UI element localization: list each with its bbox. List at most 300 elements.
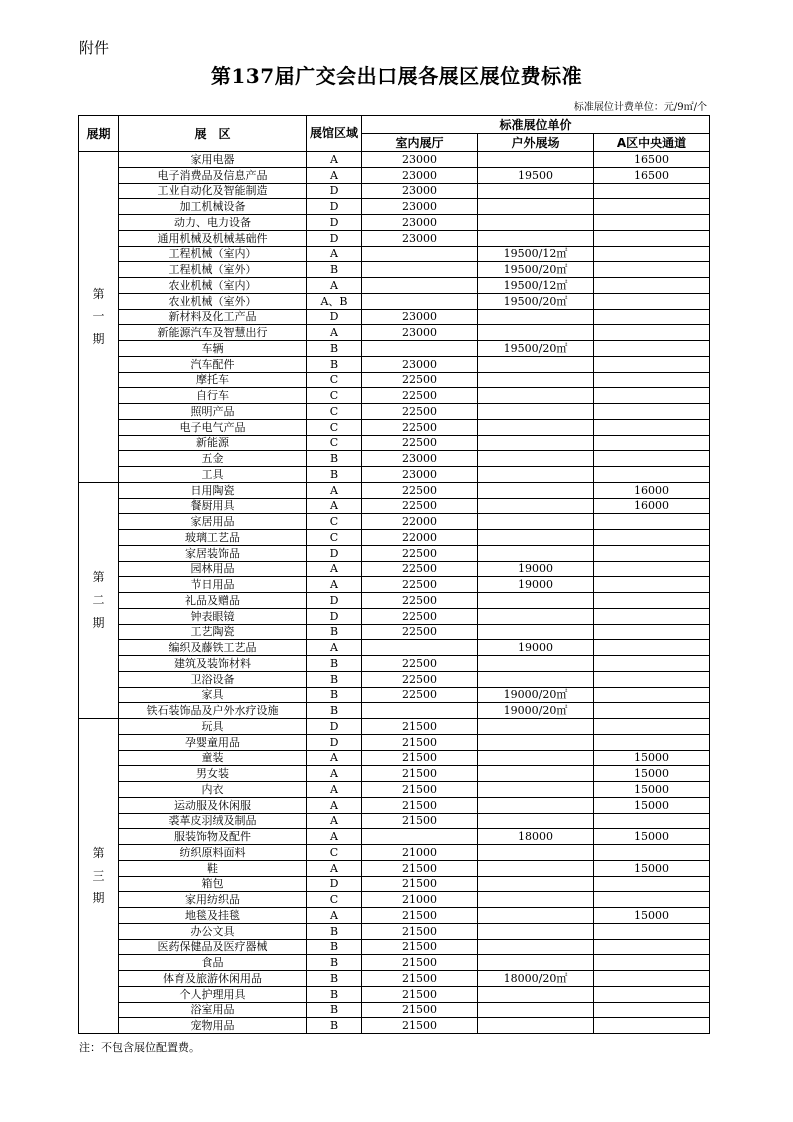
table-row (79, 215, 710, 231)
table-row (79, 766, 710, 782)
a-zone-central-price-cell (594, 608, 710, 624)
hall-zone-cell: B (307, 986, 362, 1002)
hall-zone-cell: C (307, 372, 362, 388)
indoor-price-cell: 22500 (362, 624, 478, 640)
outdoor-price-cell: 19000 (478, 577, 594, 593)
indoor-price-cell (362, 341, 478, 357)
hall-zone-cell: B (307, 1018, 362, 1034)
exhibit-area-cell: 男女装 (119, 766, 307, 782)
table-row (79, 372, 710, 388)
exhibit-area-cell: 内衣 (119, 782, 307, 798)
table-row (79, 782, 710, 798)
table-row (79, 797, 710, 813)
hall-zone-cell: C (307, 845, 362, 861)
table-row (79, 939, 710, 955)
outdoor-price-cell (478, 719, 594, 735)
a-zone-central-price-cell (594, 388, 710, 404)
exhibit-area-cell: 新材料及化工产品 (119, 309, 307, 325)
outdoor-price-cell (478, 766, 594, 782)
hall-zone-cell: C (307, 404, 362, 420)
hall-zone-cell: D (307, 545, 362, 561)
outdoor-price-cell (478, 734, 594, 750)
indoor-price-cell: 21000 (362, 892, 478, 908)
exhibit-area-cell: 鞋 (119, 860, 307, 876)
hall-zone-cell: D (307, 199, 362, 215)
outdoor-price-cell (478, 908, 594, 924)
outdoor-price-cell (478, 845, 594, 861)
hall-zone-cell: C (307, 388, 362, 404)
indoor-price-cell: 22500 (362, 545, 478, 561)
exhibit-area-cell: 照明产品 (119, 404, 307, 420)
hall-zone-cell: C (307, 892, 362, 908)
a-zone-central-price-cell (594, 419, 710, 435)
hall-zone-cell: D (307, 719, 362, 735)
outdoor-price-cell (478, 215, 594, 231)
outdoor-price-cell (478, 545, 594, 561)
outdoor-price-cell (478, 1018, 594, 1034)
table-row (79, 971, 710, 987)
indoor-price-cell (362, 278, 478, 294)
table-row (79, 608, 710, 624)
outdoor-price-cell: 19500/12㎡ (478, 246, 594, 262)
hall-zone-cell: A (307, 908, 362, 924)
outdoor-price-cell (478, 923, 594, 939)
indoor-price-cell: 22500 (362, 372, 478, 388)
exhibit-area-cell: 工具 (119, 467, 307, 483)
exhibit-area-cell: 礼品及赠品 (119, 593, 307, 609)
table-row (79, 230, 710, 246)
table-row (79, 1018, 710, 1034)
hall-zone-cell: B (307, 971, 362, 987)
a-zone-central-price-cell (594, 955, 710, 971)
outdoor-price-cell (478, 624, 594, 640)
hall-zone-cell: B (307, 703, 362, 719)
phase-label: 第 一 期 (79, 152, 119, 483)
a-zone-central-price-cell (594, 435, 710, 451)
a-zone-central-price-cell (594, 325, 710, 341)
outdoor-price-cell (478, 435, 594, 451)
exhibit-area-cell: 服装饰物及配件 (119, 829, 307, 845)
a-zone-central-price-cell (594, 215, 710, 231)
exhibit-area-cell: 节日用品 (119, 577, 307, 593)
table-row (79, 152, 710, 168)
table-row (79, 278, 710, 294)
a-zone-central-price-cell (594, 183, 710, 199)
outdoor-price-cell (478, 356, 594, 372)
indoor-price-cell: 23000 (362, 167, 478, 183)
exhibit-area-cell: 工程机械（室内） (119, 246, 307, 262)
indoor-price-cell: 22500 (362, 656, 478, 672)
a-zone-central-price-cell (594, 545, 710, 561)
indoor-price-cell (362, 293, 478, 309)
table-row (79, 514, 710, 530)
a-zone-central-price-cell (594, 939, 710, 955)
outdoor-price-cell (478, 482, 594, 498)
table-row (79, 986, 710, 1002)
a-zone-central-price-cell (594, 845, 710, 861)
a-zone-central-price-cell (594, 309, 710, 325)
table-row (79, 892, 710, 908)
exhibit-area-cell: 工艺陶瓷 (119, 624, 307, 640)
outdoor-price-cell: 19500 (478, 167, 594, 183)
a-zone-central-price-cell (594, 451, 710, 467)
table-row (79, 671, 710, 687)
outdoor-price-cell (478, 230, 594, 246)
exhibit-area-cell: 食品 (119, 955, 307, 971)
a-zone-central-price-cell: 15000 (594, 829, 710, 845)
a-zone-central-price-cell: 15000 (594, 782, 710, 798)
exhibit-area-cell: 农业机械（室外） (119, 293, 307, 309)
fee-table (78, 115, 710, 1034)
hall-zone-cell: B (307, 624, 362, 640)
table-row (79, 498, 710, 514)
a-zone-central-price-cell (594, 1002, 710, 1018)
outdoor-price-cell (478, 892, 594, 908)
indoor-price-cell: 22500 (362, 577, 478, 593)
exhibit-area-cell: 家具 (119, 687, 307, 703)
hall-zone-cell: A (307, 167, 362, 183)
outdoor-price-cell (478, 986, 594, 1002)
indoor-price-cell: 22500 (362, 404, 478, 420)
a-zone-central-price-cell (594, 341, 710, 357)
exhibit-area-cell: 电子电气产品 (119, 419, 307, 435)
table-row (79, 482, 710, 498)
indoor-price-cell: 21500 (362, 908, 478, 924)
outdoor-price-cell (478, 813, 594, 829)
a-zone-central-price-cell: 15000 (594, 750, 710, 766)
a-zone-central-price-cell: 15000 (594, 766, 710, 782)
exhibit-area-cell: 工程机械（室外） (119, 262, 307, 278)
table-row (79, 640, 710, 656)
indoor-price-cell: 21500 (362, 955, 478, 971)
indoor-price-cell: 22500 (362, 419, 478, 435)
a-zone-central-price-cell (594, 892, 710, 908)
indoor-price-cell (362, 703, 478, 719)
a-zone-central-price-cell: 16500 (594, 152, 710, 168)
table-row (79, 624, 710, 640)
exhibit-area-cell: 家用纺织品 (119, 892, 307, 908)
table-row (79, 183, 710, 199)
table-row (79, 703, 710, 719)
table-row (79, 734, 710, 750)
hall-zone-cell: A (307, 246, 362, 262)
outdoor-price-cell: 19000/20㎡ (478, 687, 594, 703)
a-zone-central-price-cell (594, 467, 710, 483)
table-row (79, 435, 710, 451)
a-zone-central-price-cell (594, 876, 710, 892)
exhibit-area-cell: 童装 (119, 750, 307, 766)
exhibit-area-cell: 钟表眼镜 (119, 608, 307, 624)
a-zone-central-price-cell (594, 687, 710, 703)
hall-zone-cell: B (307, 262, 362, 278)
hall-zone-cell: A (307, 152, 362, 168)
hall-zone-cell: B (307, 671, 362, 687)
indoor-price-cell: 22500 (362, 388, 478, 404)
exhibit-area-cell: 运动服及休闲服 (119, 797, 307, 813)
table-row (79, 293, 710, 309)
exhibit-area-cell: 自行车 (119, 388, 307, 404)
indoor-price-cell: 21500 (362, 782, 478, 798)
a-zone-central-price-cell (594, 986, 710, 1002)
hall-zone-cell: B (307, 341, 362, 357)
a-zone-central-price-cell (594, 404, 710, 420)
hall-zone-cell: A (307, 498, 362, 514)
hall-zone-cell: A (307, 750, 362, 766)
indoor-price-cell: 22500 (362, 671, 478, 687)
indoor-price-cell: 21000 (362, 845, 478, 861)
outdoor-price-cell (478, 183, 594, 199)
table-row (79, 719, 710, 735)
a-zone-central-price-cell (594, 372, 710, 388)
hall-zone-cell: B (307, 467, 362, 483)
indoor-price-cell: 22500 (362, 608, 478, 624)
exhibit-area-cell: 办公文具 (119, 923, 307, 939)
indoor-price-cell: 22000 (362, 530, 478, 546)
a-zone-central-price-cell (594, 640, 710, 656)
hall-zone-cell: B (307, 1002, 362, 1018)
a-zone-central-price-cell (594, 356, 710, 372)
table-row (79, 404, 710, 420)
table-row (79, 341, 710, 357)
outdoor-price-cell (478, 782, 594, 798)
table-row (79, 561, 710, 577)
hall-zone-cell: A (307, 325, 362, 341)
indoor-price-cell: 23000 (362, 325, 478, 341)
a-zone-central-price-cell (594, 199, 710, 215)
table-row (79, 955, 710, 971)
exhibit-area-cell: 建筑及装饰材料 (119, 656, 307, 672)
exhibit-area-cell: 编织及藤铁工艺品 (119, 640, 307, 656)
exhibit-area-cell: 玻璃工艺品 (119, 530, 307, 546)
outdoor-price-cell: 19500/20㎡ (478, 293, 594, 309)
hall-zone-cell: A (307, 813, 362, 829)
outdoor-price-cell (478, 955, 594, 971)
outdoor-price-cell (478, 1002, 594, 1018)
outdoor-price-cell (478, 404, 594, 420)
indoor-price-cell: 22500 (362, 482, 478, 498)
table-row (79, 908, 710, 924)
indoor-price-cell: 21500 (362, 1018, 478, 1034)
table-row (79, 656, 710, 672)
a-zone-central-price-cell (594, 656, 710, 672)
header-std-price: 标准展位单价 (362, 116, 710, 134)
exhibit-area-cell: 动力、电力设备 (119, 215, 307, 231)
outdoor-price-cell: 18000 (478, 829, 594, 845)
a-zone-central-price-cell (594, 514, 710, 530)
header-a-zone-central: A区中央通道 (594, 134, 710, 152)
hall-zone-cell: A (307, 577, 362, 593)
table-row (79, 262, 710, 278)
exhibit-area-cell: 园林用品 (119, 561, 307, 577)
phase-label: 第 三 期 (79, 719, 119, 1034)
outdoor-price-cell (478, 498, 594, 514)
indoor-price-cell: 23000 (362, 199, 478, 215)
hall-zone-cell: B (307, 939, 362, 955)
hall-zone-cell: C (307, 514, 362, 530)
a-zone-central-price-cell (594, 734, 710, 750)
header-outdoor: 户外展场 (478, 134, 594, 152)
outdoor-price-cell (478, 939, 594, 955)
a-zone-central-price-cell (594, 230, 710, 246)
hall-zone-cell: C (307, 530, 362, 546)
outdoor-price-cell (478, 797, 594, 813)
indoor-price-cell: 21500 (362, 750, 478, 766)
a-zone-central-price-cell: 16000 (594, 498, 710, 514)
indoor-price-cell: 21500 (362, 813, 478, 829)
indoor-price-cell: 21500 (362, 797, 478, 813)
exhibit-area-cell: 农业机械（室内） (119, 278, 307, 294)
exhibit-area-cell: 浴室用品 (119, 1002, 307, 1018)
table-row (79, 356, 710, 372)
hall-zone-cell: A (307, 278, 362, 294)
table-row (79, 845, 710, 861)
indoor-price-cell: 22000 (362, 514, 478, 530)
hall-zone-cell: A (307, 797, 362, 813)
exhibit-area-cell: 宠物用品 (119, 1018, 307, 1034)
outdoor-price-cell (478, 671, 594, 687)
exhibit-area-cell: 车辆 (119, 341, 307, 357)
outdoor-price-cell (478, 514, 594, 530)
exhibit-area-cell: 汽车配件 (119, 356, 307, 372)
exhibit-area-cell: 日用陶瓷 (119, 482, 307, 498)
hall-zone-cell: D (307, 734, 362, 750)
exhibit-area-cell: 铁石装饰品及户外水疗设施 (119, 703, 307, 719)
exhibit-area-cell: 玩具 (119, 719, 307, 735)
a-zone-central-price-cell (594, 813, 710, 829)
outdoor-price-cell (478, 152, 594, 168)
indoor-price-cell: 21500 (362, 923, 478, 939)
table-row (79, 545, 710, 561)
phase-label: 第 二 期 (79, 482, 119, 718)
hall-zone-cell: D (307, 215, 362, 231)
outdoor-price-cell (478, 199, 594, 215)
a-zone-central-price-cell (594, 971, 710, 987)
a-zone-central-price-cell (594, 671, 710, 687)
hall-zone-cell: A (307, 782, 362, 798)
table-row (79, 199, 710, 215)
header-exhibit-area: 展 区 (119, 116, 307, 152)
hall-zone-cell: D (307, 608, 362, 624)
outdoor-price-cell: 19000 (478, 561, 594, 577)
table-row (79, 593, 710, 609)
indoor-price-cell: 21500 (362, 719, 478, 735)
exhibit-area-cell: 地毯及挂毯 (119, 908, 307, 924)
indoor-price-cell: 21500 (362, 1002, 478, 1018)
table-row (79, 467, 710, 483)
exhibit-area-cell: 电子消费品及信息产品 (119, 167, 307, 183)
indoor-price-cell: 22500 (362, 561, 478, 577)
outdoor-price-cell: 19500/20㎡ (478, 341, 594, 357)
exhibit-area-cell: 摩托车 (119, 372, 307, 388)
table-row (79, 876, 710, 892)
table-row (79, 451, 710, 467)
a-zone-central-price-cell: 15000 (594, 797, 710, 813)
indoor-price-cell: 21500 (362, 860, 478, 876)
table-body (79, 152, 710, 1034)
table-row (79, 530, 710, 546)
hall-zone-cell: B (307, 656, 362, 672)
indoor-price-cell: 23000 (362, 152, 478, 168)
footnote: 注：不包含展位配置费。 (79, 1041, 200, 1054)
table-row (79, 750, 710, 766)
hall-zone-cell: D (307, 876, 362, 892)
attachment-label: 附件 (79, 39, 110, 57)
indoor-price-cell: 23000 (362, 309, 478, 325)
table-row (79, 813, 710, 829)
indoor-price-cell: 23000 (362, 230, 478, 246)
outdoor-price-cell (478, 451, 594, 467)
outdoor-price-cell (478, 530, 594, 546)
indoor-price-cell: 23000 (362, 467, 478, 483)
hall-zone-cell: C (307, 419, 362, 435)
exhibit-area-cell: 孕婴童用品 (119, 734, 307, 750)
hall-zone-cell: A (307, 860, 362, 876)
indoor-price-cell (362, 640, 478, 656)
indoor-price-cell: 21500 (362, 734, 478, 750)
indoor-price-cell: 21500 (362, 986, 478, 1002)
a-zone-central-price-cell (594, 593, 710, 609)
header-hall-zone: 展馆区域 (307, 116, 362, 152)
table-row (79, 829, 710, 845)
hall-zone-cell: A (307, 561, 362, 577)
hall-zone-cell: D (307, 593, 362, 609)
indoor-price-cell (362, 262, 478, 278)
hall-zone-cell: A、B (307, 293, 362, 309)
hall-zone-cell: B (307, 356, 362, 372)
indoor-price-cell (362, 829, 478, 845)
outdoor-price-cell: 19500/20㎡ (478, 262, 594, 278)
outdoor-price-cell (478, 325, 594, 341)
exhibit-area-cell: 裘革皮羽绒及制品 (119, 813, 307, 829)
exhibit-area-cell: 家用电器 (119, 152, 307, 168)
indoor-price-cell: 21500 (362, 939, 478, 955)
table-row (79, 167, 710, 183)
a-zone-central-price-cell (594, 530, 710, 546)
outdoor-price-cell (478, 860, 594, 876)
hall-zone-cell: B (307, 451, 362, 467)
table-row (79, 1002, 710, 1018)
indoor-price-cell: 23000 (362, 215, 478, 231)
table-row (79, 309, 710, 325)
exhibit-area-cell: 个人护理用具 (119, 986, 307, 1002)
exhibit-area-cell: 新能源汽车及智慧出行 (119, 325, 307, 341)
exhibit-area-cell: 餐厨用具 (119, 498, 307, 514)
a-zone-central-price-cell (594, 262, 710, 278)
hall-zone-cell: A (307, 482, 362, 498)
unit-note: 标准展位计费单位：元/9㎡/个 (573, 102, 707, 113)
exhibit-area-cell: 医药保健品及医疗器械 (119, 939, 307, 955)
outdoor-price-cell: 19000 (478, 640, 594, 656)
exhibit-area-cell: 家居用品 (119, 514, 307, 530)
a-zone-central-price-cell (594, 703, 710, 719)
exhibit-area-cell: 加工机械设备 (119, 199, 307, 215)
a-zone-central-price-cell: 16000 (594, 482, 710, 498)
hall-zone-cell: B (307, 923, 362, 939)
exhibit-area-cell: 卫浴设备 (119, 671, 307, 687)
hall-zone-cell: C (307, 435, 362, 451)
outdoor-price-cell (478, 467, 594, 483)
outdoor-price-cell (478, 388, 594, 404)
document-title: 第137届广交会出口展各展区展位费标准 (210, 64, 583, 88)
a-zone-central-price-cell (594, 293, 710, 309)
indoor-price-cell (362, 246, 478, 262)
a-zone-central-price-cell: 15000 (594, 860, 710, 876)
hall-zone-cell: A (307, 766, 362, 782)
a-zone-central-price-cell (594, 278, 710, 294)
exhibit-area-cell: 工业自动化及智能制造 (119, 183, 307, 199)
hall-zone-cell: D (307, 230, 362, 246)
a-zone-central-price-cell: 15000 (594, 908, 710, 924)
